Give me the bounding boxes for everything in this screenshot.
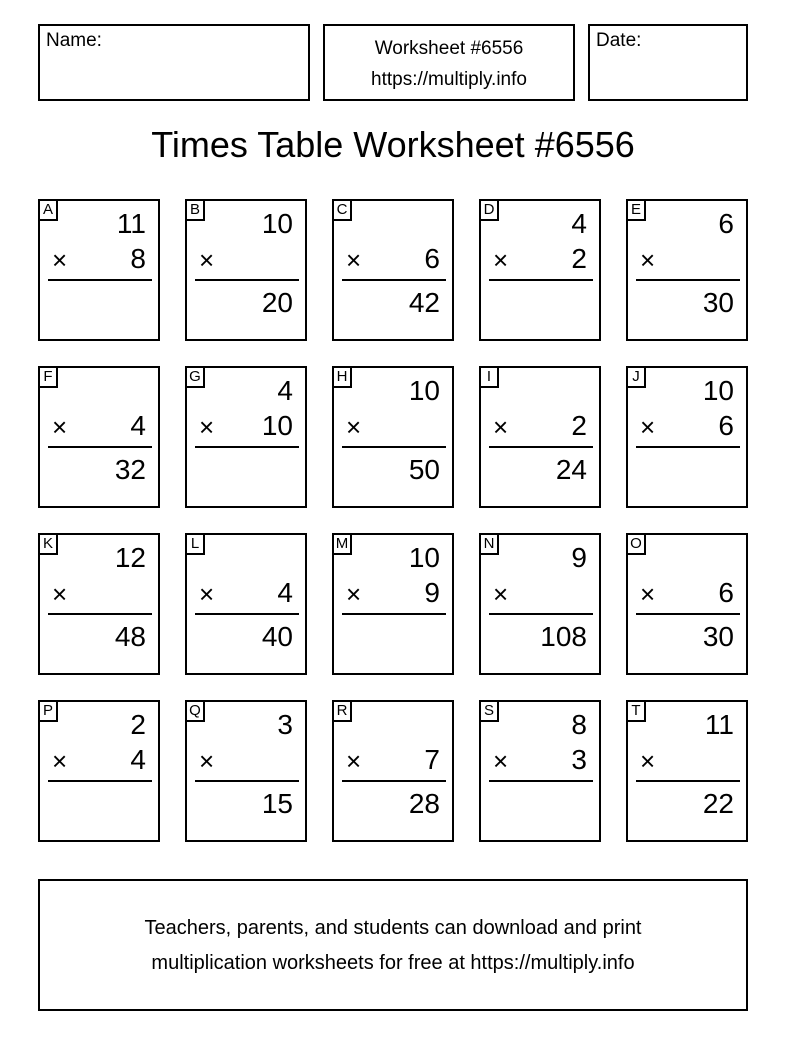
times-sign: ×: [52, 746, 68, 776]
multiplicand: 11: [116, 208, 146, 239]
product: 30: [702, 287, 734, 318]
product: 24: [555, 454, 587, 485]
multiplicand: 4: [277, 375, 293, 406]
times-sign: ×: [199, 579, 215, 609]
problem-card[interactable]: [626, 199, 748, 341]
product: 15: [261, 788, 293, 819]
worksheet-url: https://multiply.info: [371, 69, 527, 90]
multiplier: 6: [718, 577, 734, 608]
product: 42: [408, 287, 440, 318]
answer-line: [48, 279, 152, 281]
product: 50: [408, 454, 440, 485]
product: 108: [540, 621, 587, 652]
problem-letter: G: [185, 366, 205, 388]
multiplicand: 9: [571, 542, 587, 573]
answer-line: [636, 613, 740, 615]
multiplier: 4: [130, 410, 146, 441]
times-sign: ×: [52, 245, 68, 275]
answer-line: [195, 279, 299, 281]
problem-letter: A: [38, 199, 58, 221]
problem-letter: H: [332, 366, 352, 388]
footer-line-1: Teachers, parents, and students can download and print: [144, 917, 642, 939]
multiplicand: 10: [261, 208, 293, 239]
product: 22: [702, 788, 734, 819]
problem-letter: F: [38, 366, 58, 388]
multiplier: 6: [718, 410, 734, 441]
worksheet-id-box: [323, 24, 575, 101]
times-sign: ×: [640, 579, 656, 609]
multiplicand: 10: [408, 375, 440, 406]
problem-card[interactable]: [479, 700, 601, 842]
product: 20: [261, 287, 293, 318]
times-sign: ×: [640, 746, 656, 776]
multiplicand: 6: [718, 208, 734, 239]
answer-line: [489, 780, 593, 782]
answer-line: [195, 446, 299, 448]
times-sign: ×: [640, 412, 656, 442]
multiplicand: 10: [408, 542, 440, 573]
problem-card[interactable]: [185, 199, 307, 341]
product: 30: [702, 621, 734, 652]
problem-card[interactable]: [38, 700, 160, 842]
problem-letter: J: [626, 366, 646, 388]
product: 48: [114, 621, 146, 652]
problem-letter: N: [479, 533, 499, 555]
multiplicand: 10: [702, 375, 734, 406]
problem-letter: M: [332, 533, 352, 555]
times-sign: ×: [493, 746, 509, 776]
multiplier: 4: [130, 744, 146, 775]
multiplier: 2: [571, 410, 587, 441]
product: 28: [408, 788, 440, 819]
product: 32: [114, 454, 146, 485]
multiplier: 8: [130, 243, 146, 274]
problem-letter: P: [38, 700, 58, 722]
problem-card[interactable]: [38, 366, 160, 508]
problem-letter: D: [479, 199, 499, 221]
problem-card[interactable]: [38, 199, 160, 341]
problem-card[interactable]: [626, 533, 748, 675]
times-sign: ×: [493, 579, 509, 609]
problem-card[interactable]: [479, 199, 601, 341]
footer-line-2: multiplication worksheets for free at https://multiply.info: [151, 952, 635, 974]
answer-line: [342, 446, 446, 448]
footer-box: [38, 879, 748, 1011]
answer-line: [48, 780, 152, 782]
problem-card[interactable]: [332, 700, 454, 842]
answer-line: [489, 613, 593, 615]
times-sign: ×: [346, 245, 362, 275]
multiplier: 3: [571, 744, 587, 775]
worksheet-number: Worksheet #6556: [374, 38, 524, 59]
answer-line: [48, 446, 152, 448]
times-sign: ×: [199, 412, 215, 442]
problem-card[interactable]: [185, 533, 307, 675]
problem-letter: E: [626, 199, 646, 221]
multiplicand: 11: [704, 709, 734, 740]
problem-letter: L: [185, 533, 205, 555]
problem-letter: T: [626, 700, 646, 722]
multiplier: 9: [424, 577, 440, 608]
answer-line: [636, 446, 740, 448]
times-sign: ×: [199, 245, 215, 275]
multiplicand: 12: [114, 542, 146, 573]
times-sign: ×: [346, 412, 362, 442]
times-sign: ×: [52, 412, 68, 442]
product: 40: [261, 621, 293, 652]
times-sign: ×: [493, 245, 509, 275]
problem-card[interactable]: [38, 533, 160, 675]
answer-line: [342, 613, 446, 615]
name-field-box[interactable]: [38, 24, 310, 101]
multiplier: 4: [277, 577, 293, 608]
multiplicand: 2: [130, 709, 146, 740]
multiplicand: 8: [571, 709, 587, 740]
problem-card[interactable]: [332, 199, 454, 341]
multiplier: 7: [424, 744, 440, 775]
answer-line: [636, 780, 740, 782]
problem-card[interactable]: [626, 700, 748, 842]
answer-line: [195, 780, 299, 782]
multiplicand: 4: [571, 208, 587, 239]
problem-letter: K: [38, 533, 58, 555]
name-label: Name:: [46, 30, 102, 51]
problem-letter: B: [185, 199, 205, 221]
problem-letter: C: [332, 199, 352, 221]
problem-letter: R: [332, 700, 352, 722]
answer-line: [342, 279, 446, 281]
problem-card[interactable]: [185, 700, 307, 842]
answer-line: [489, 446, 593, 448]
multiplicand: 3: [277, 709, 293, 740]
problem-card[interactable]: [626, 366, 748, 508]
times-sign: ×: [199, 746, 215, 776]
answer-line: [342, 780, 446, 782]
answer-line: [48, 613, 152, 615]
problem-letter: I: [479, 366, 499, 388]
multiplier: 6: [424, 243, 440, 274]
answer-line: [489, 279, 593, 281]
problem-card[interactable]: [332, 533, 454, 675]
answer-line: [195, 613, 299, 615]
times-sign: ×: [346, 579, 362, 609]
problem-letter: Q: [185, 700, 205, 722]
problem-letter: S: [479, 700, 499, 722]
multiplier: 10: [261, 410, 293, 441]
date-label: Date:: [596, 30, 642, 51]
date-field-box[interactable]: [588, 24, 748, 101]
problem-card[interactable]: [332, 366, 454, 508]
problem-card[interactable]: [185, 366, 307, 508]
times-sign: ×: [493, 412, 509, 442]
answer-line: [636, 279, 740, 281]
multiplier: 2: [571, 243, 587, 274]
times-sign: ×: [640, 245, 656, 275]
page-title: Times Table Worksheet #6556: [151, 124, 635, 165]
times-sign: ×: [52, 579, 68, 609]
problem-card[interactable]: [479, 366, 601, 508]
problem-card[interactable]: [479, 533, 601, 675]
problem-letter: O: [626, 533, 646, 555]
times-sign: ×: [346, 746, 362, 776]
